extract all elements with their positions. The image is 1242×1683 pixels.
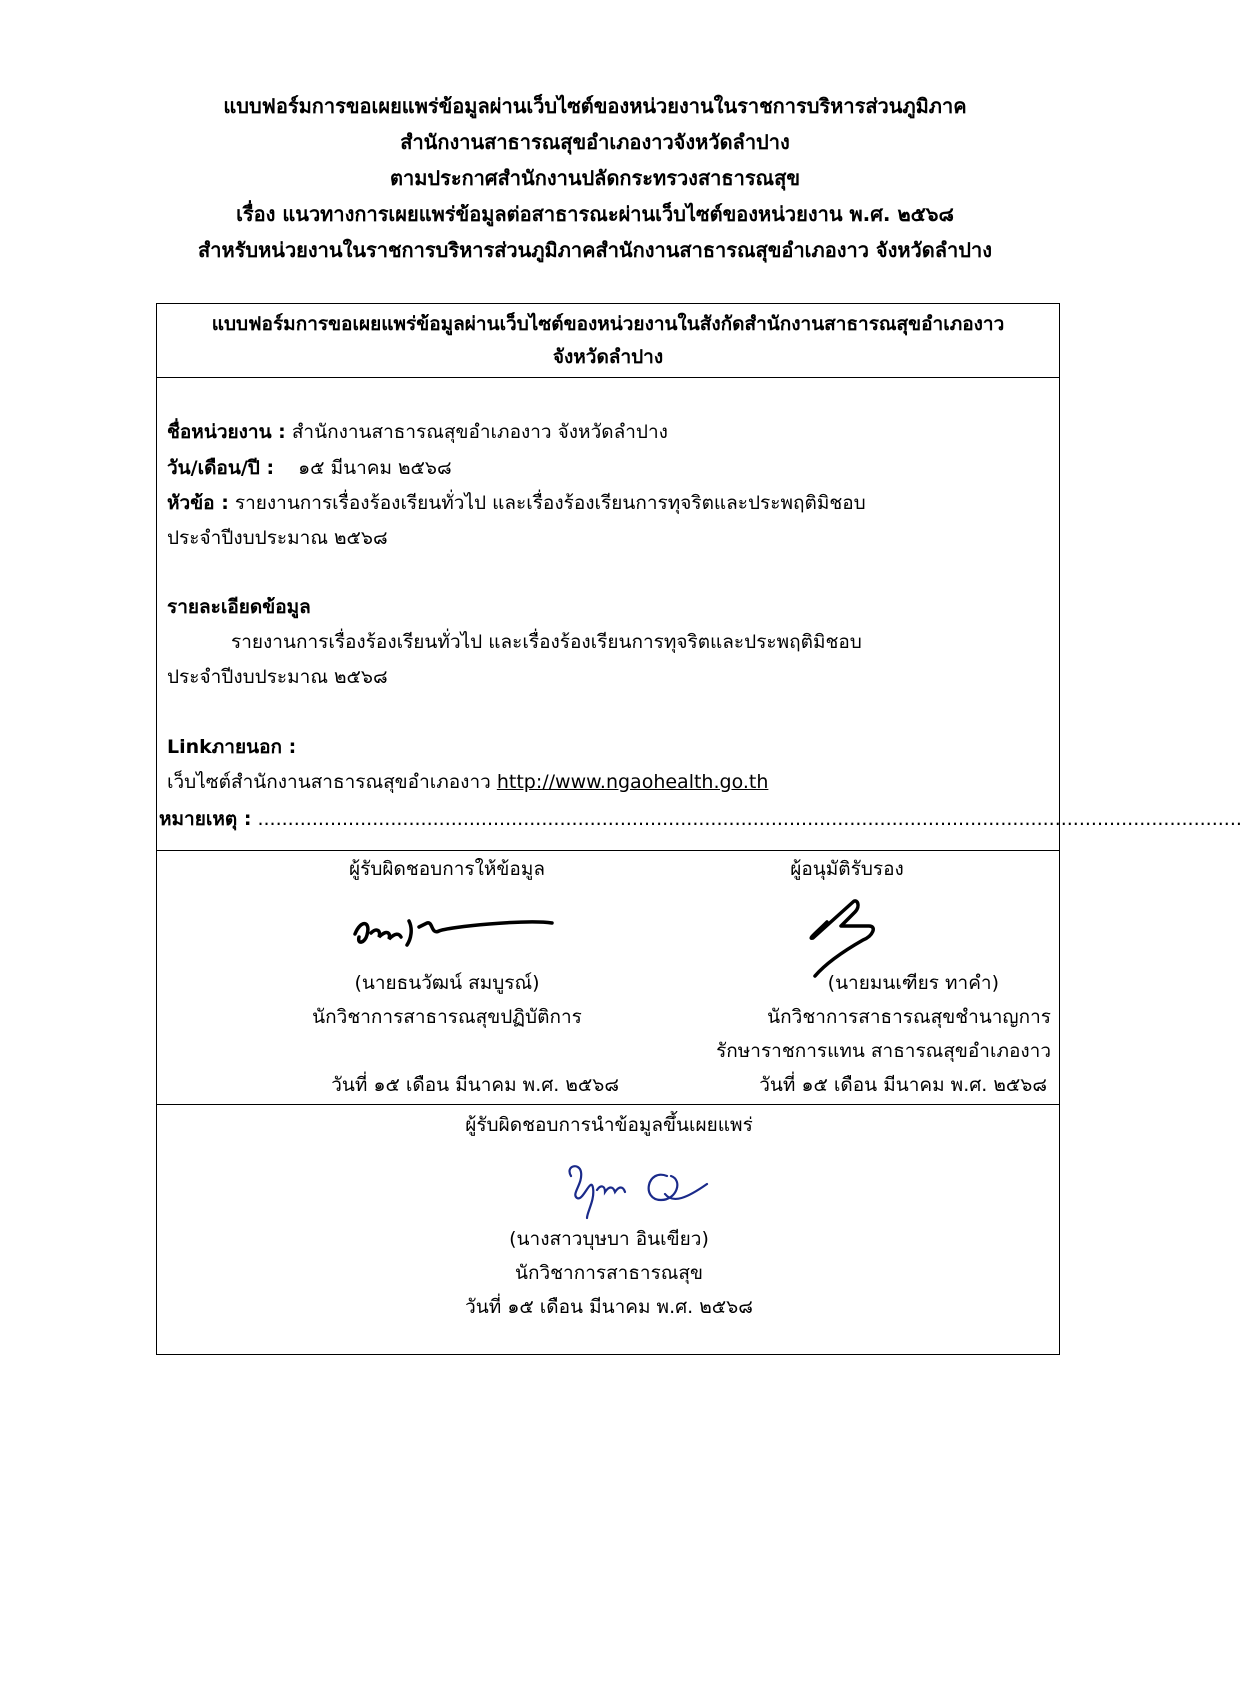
topic-value-line-2: ประจำปีงบประมาณ ๒๕๖๘ xyxy=(167,527,388,549)
website-text: เว็บไซต์สำนักงานสาธารณสุขอำเภองาว xyxy=(167,771,491,793)
heading-line-2: สำนักงานสาธารณสุขอำเภองาวจังหวัดลำปาง xyxy=(400,130,790,154)
publisher-position: นักวิชาการสาธารณสุข xyxy=(514,1262,704,1284)
external-link-label: Linkภายนอก : xyxy=(167,736,297,758)
approver-position: นักวิชาการสาธารณสุขชำนาญการ xyxy=(767,1006,1051,1028)
publisher-signature-image xyxy=(557,1154,727,1224)
note-row xyxy=(159,804,1242,834)
approver-acting: รักษาราชการแทน สาธารณสุขอำเภองาว xyxy=(716,1040,1051,1062)
approver-signature-details xyxy=(657,966,1051,1102)
topic-row xyxy=(167,488,866,518)
approver-name: (นายมนเฑียร ทาคำ) xyxy=(827,972,999,994)
website-row xyxy=(167,767,768,797)
publisher-date: วันที่ ๑๕ เดือน มีนาคม พ.ศ. ๒๕๖๘ xyxy=(465,1296,753,1318)
publisher-name: (นางสาวบุษบา อินเขียว) xyxy=(509,1228,709,1250)
agency-row xyxy=(167,417,668,447)
date-label: วัน/เดือน/ปี : xyxy=(167,457,275,479)
details-line-1: รายงานการเรื่องร้องเรียนทั่วไป และเรื่องร้องเรียนการทุจริตและประพฤติมิชอบ xyxy=(231,631,862,653)
provider-position: นักวิชาการสาธารณสุขปฏิบัติการ xyxy=(312,1006,582,1028)
provider-name: (นายธนวัฒน์ สมบูรณ์) xyxy=(354,972,540,994)
form-box xyxy=(156,303,1242,1355)
topic-value-line-1: รายงานการเรื่องร้องเรียนทั่วไป และเรื่องร้องเรียนการทุจริตและประพฤติมิชอบ xyxy=(234,492,866,514)
publisher-role: ผู้รับผิดชอบการนำข้อมูลขึ้นเผยแพร่ xyxy=(465,1114,753,1136)
agency-label: ชื่อหน่วยงาน : xyxy=(167,421,286,443)
approver-role: ผู้อนุมัติรับรอง xyxy=(790,858,904,880)
divider xyxy=(157,850,1059,851)
divider xyxy=(157,1104,1059,1105)
details-label: รายละเอียดข้อมูล xyxy=(167,596,311,618)
form-title-line-1: แบบฟอร์มการขอเผยแพร่ข้อมูลผ่านเว็บไซต์ของหน่วยงานในสังกัดสำนักงานสาธารณสุขอำเภองาว xyxy=(211,313,1005,335)
heading-line-4: เรื่อง แนวทางการเผยแพร่ข้อมูลต่อสาธารณะผ่านเว็บไซต์ของหน่วยงาน พ.ศ. ๒๕๖๘ xyxy=(236,202,954,226)
date-row xyxy=(167,453,452,483)
approver-signature-block xyxy=(747,852,947,886)
date-value: ๑๕ มีนาคม ๒๕๖๘ xyxy=(298,457,452,479)
heading-line-5: สำหรับหน่วยงานในราชการบริหารส่วนภูมิภาคสำนักงานสาธารณสุขอำเภองาว จังหวัดลำปาง xyxy=(198,238,992,262)
provider-signature-block xyxy=(277,852,617,886)
provider-signature-details xyxy=(277,966,617,1034)
heading-line-1: แบบฟอร์มการขอเผยแพร่ข้อมูลผ่านเว็บไซต์ของหน่วยงานในราชการบริหารส่วนภูมิภาค xyxy=(223,94,967,118)
provider-role: ผู้รับผิดชอบการให้ข้อมูล xyxy=(349,858,545,880)
provider-date: วันที่ ๑๕ เดือน มีนาคม พ.ศ. ๒๕๖๘ xyxy=(331,1074,619,1096)
website-link[interactable]: http://www.ngaohealth.go.th xyxy=(496,771,769,793)
provider-signature-image xyxy=(347,899,557,959)
divider xyxy=(157,377,1059,378)
form-title-line-2: จังหวัดลำปาง xyxy=(552,346,664,368)
topic-label: หัวข้อ : xyxy=(167,492,229,514)
publisher-signature-details xyxy=(157,1222,1061,1324)
approver-date: วันที่ ๑๕ เดือน มีนาคม พ.ศ. ๒๕๖๘ xyxy=(759,1074,1047,1096)
form-title xyxy=(157,304,1059,377)
publisher-signature-block xyxy=(157,1108,1061,1142)
details-line-2: ประจำปีงบประมาณ ๒๕๖๘ xyxy=(167,666,388,688)
heading-line-3: ตามประกาศสำนักงานปลัดกระทรวงสาธารณสุข xyxy=(389,166,800,190)
agency-value: สำนักงานสาธารณสุขอำเภองาว จังหวัดลำปาง xyxy=(291,421,668,443)
note-label: หมายเหตุ : xyxy=(159,808,252,830)
page-heading xyxy=(0,88,1190,268)
note-dots: ................................................................................................................................................................... xyxy=(257,808,1242,830)
